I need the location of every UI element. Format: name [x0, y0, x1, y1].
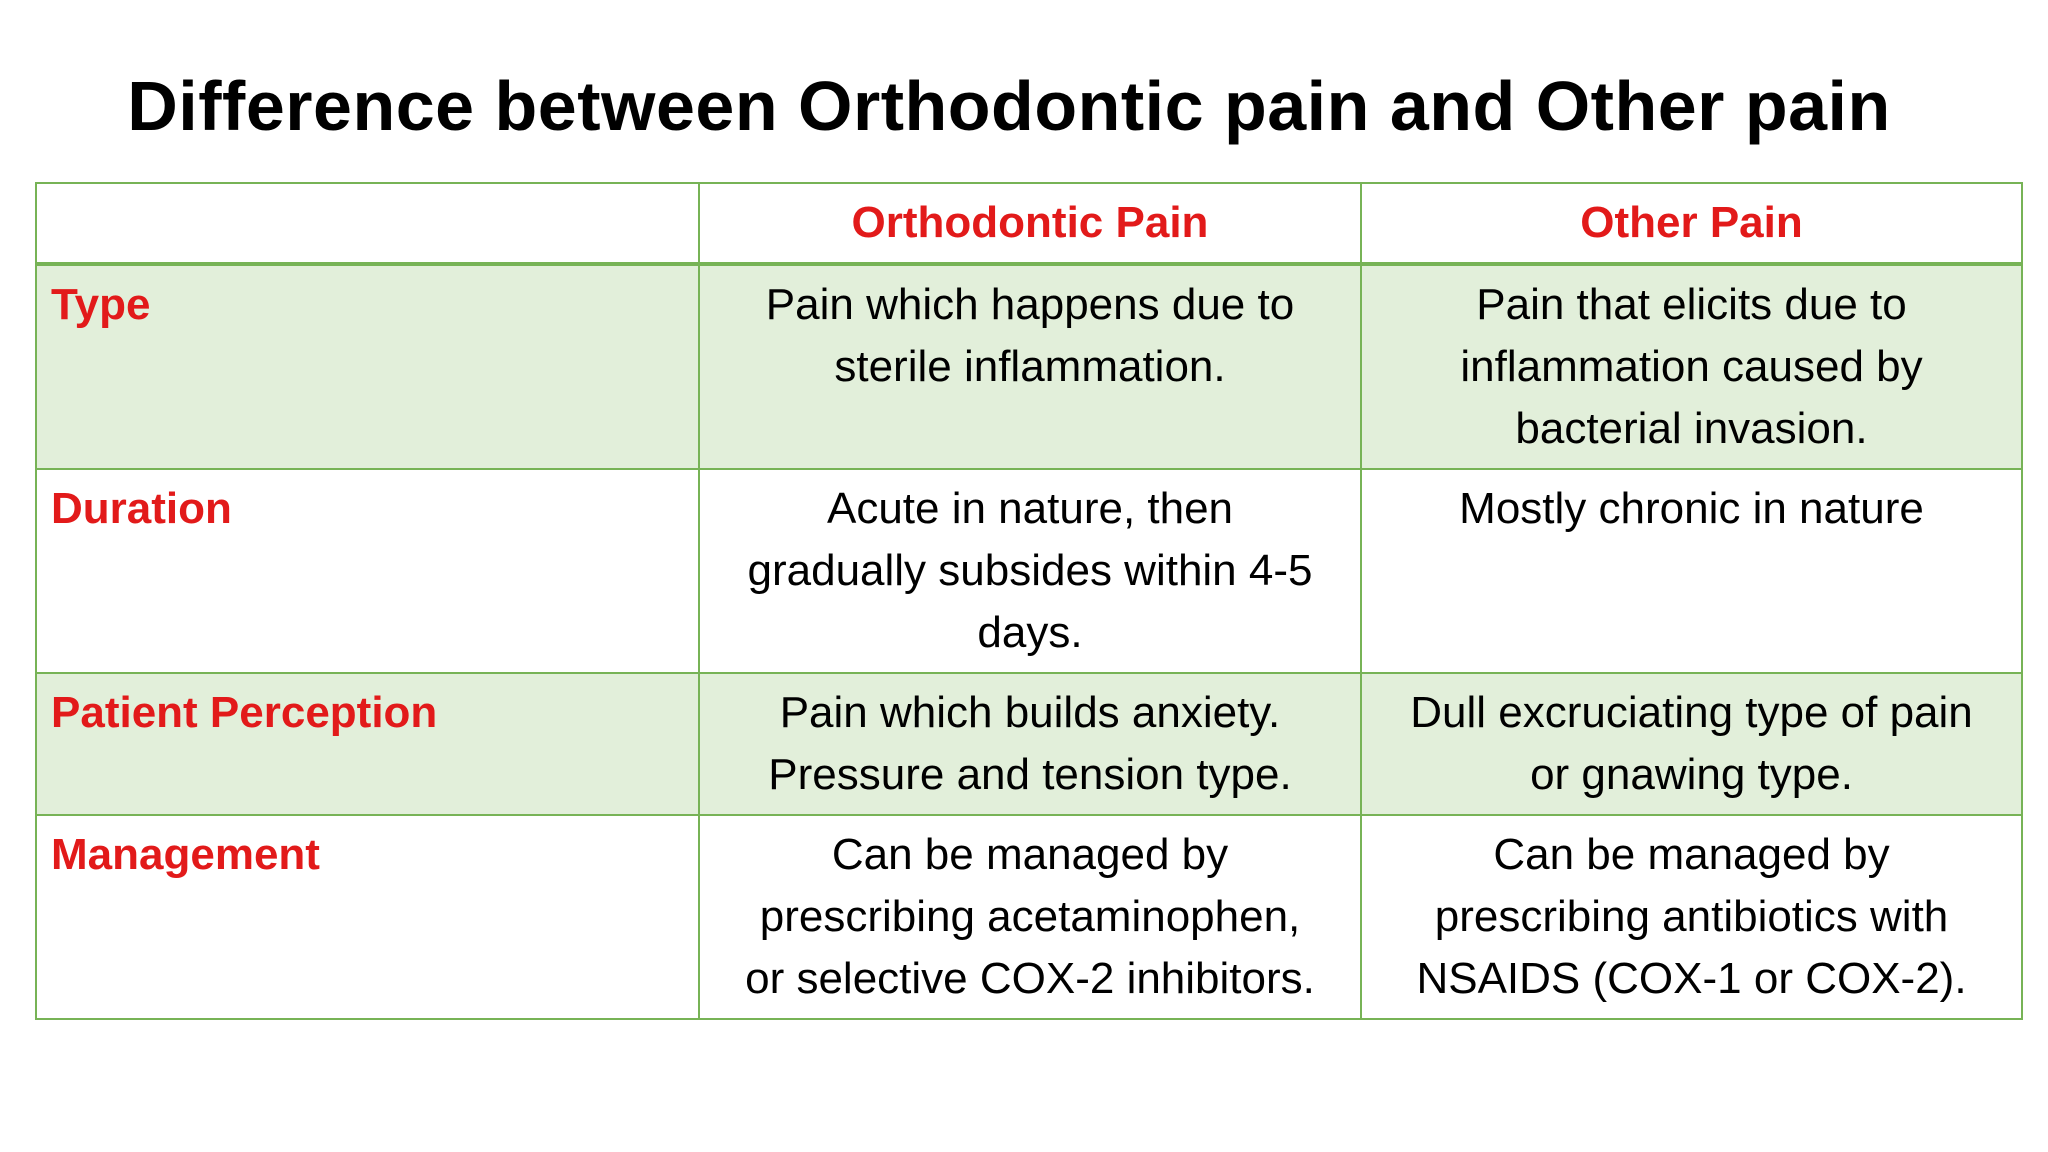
cell-text-line: Pressure and tension type. — [768, 750, 1292, 799]
table-row-management — [36, 815, 2022, 1019]
cell-perception-other — [1361, 673, 2022, 815]
cell-text-line: Pain which builds anxiety. — [779, 688, 1281, 737]
cell-text-line: days. — [977, 608, 1083, 657]
header-orthodontic-pain: Orthodontic Pain — [699, 183, 1361, 264]
cell-type-orthodontic — [699, 264, 1361, 469]
table-row-type — [36, 264, 2022, 469]
cell-duration-orthodontic — [699, 469, 1361, 673]
cell-text-line: inflammation caused by — [1460, 342, 1923, 391]
cell-duration-other — [1361, 469, 2022, 673]
cell-text-line: or selective COX-2 inhibitors. — [745, 954, 1315, 1003]
cell-text-line: Pain which happens due to — [765, 280, 1295, 329]
table-row-duration — [36, 469, 2022, 673]
cell-text-line: sterile inflammation. — [834, 342, 1226, 391]
comparison-table — [35, 182, 2023, 1020]
cell-text-line: prescribing antibiotics with — [1434, 892, 1949, 941]
cell-text-line: Pain that elicits due to — [1476, 280, 1907, 329]
cell-text-line: Can be managed by — [831, 830, 1229, 879]
table-row-patient-perception — [36, 673, 2022, 815]
cell-text-line: bacterial invasion. — [1515, 404, 1868, 453]
row-label-duration: Duration — [36, 469, 699, 673]
row-label-patient-perception: Patient Perception — [36, 673, 699, 815]
cell-text-line: or gnawing type. — [1530, 750, 1853, 799]
cell-management-other — [1361, 815, 2022, 1019]
cell-text-line: Mostly chronic in nature — [1459, 484, 1924, 533]
cell-perception-orthodontic — [699, 673, 1361, 815]
cell-text-line: prescribing acetaminophen, — [759, 892, 1301, 941]
row-label-management: Management — [36, 815, 699, 1019]
row-label-type: Type — [36, 264, 699, 469]
header-cell-empty — [36, 183, 699, 264]
table-header-row — [36, 183, 2022, 264]
page-title: Difference between Orthodontic pain and Other pain — [127, 67, 1891, 145]
cell-text-line: Can be managed by — [1493, 830, 1890, 879]
cell-text-line: Dull excruciating type of pain — [1410, 688, 1973, 737]
cell-text-line: NSAIDS (COX-1 or COX-2). — [1416, 954, 1967, 1003]
cell-type-other — [1361, 264, 2022, 469]
header-other-pain: Other Pain — [1361, 183, 2022, 264]
cell-text-line: gradually subsides within 4-5 — [747, 546, 1313, 595]
cell-text-line: Acute in nature, then — [826, 484, 1234, 533]
cell-management-orthodontic — [699, 815, 1361, 1019]
